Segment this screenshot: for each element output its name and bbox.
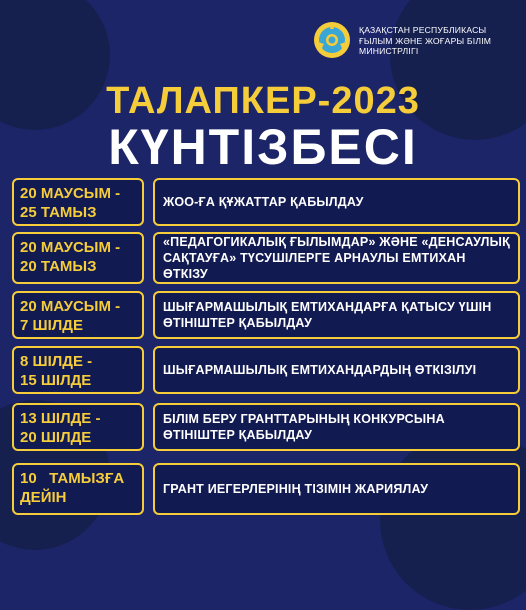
ministry-line-1: ҚАЗАҚСТАН РЕСПУБЛИКАСЫ xyxy=(359,25,487,35)
schedule-description-box xyxy=(153,291,520,339)
page-title-line-1: ТАЛАПКЕР-2023 xyxy=(106,80,420,122)
schedule-date-box xyxy=(12,403,144,451)
schedule-description: ШЫҒАРМАШЫЛЫҚ ЕМТИХАНДАРҒА ҚАТЫСУ ҮШІН ӨТІНІШТЕР ҚАБЫЛДАУ xyxy=(163,300,492,330)
schedule-row xyxy=(12,346,520,394)
schedule-description: ГРАНТ ИЕГЕРЛЕРІНІҢ ТІЗІМІН ЖАРИЯЛАУ xyxy=(163,482,429,496)
page-title-line-2: КҮНТІЗБЕСІ xyxy=(108,119,418,175)
background-circle xyxy=(380,430,526,610)
ministry-line-3: МИНИСТРЛІГІ xyxy=(359,46,419,56)
schedule-row xyxy=(12,178,520,226)
schedule-date-box xyxy=(12,463,144,515)
schedule-description-box xyxy=(153,403,520,451)
schedule-description-box xyxy=(153,346,520,394)
schedule-description-box xyxy=(153,463,520,515)
schedule-date-box xyxy=(12,291,144,339)
schedule-description: ЖОО-ҒА ҚҰЖАТТАР ҚАБЫЛДАУ xyxy=(163,195,364,209)
schedule-date: 20 МАУСЫМ - 7 ШІЛДЕ xyxy=(20,298,121,334)
schedule-date: 20 МАУСЫМ - 25 ТАМЫЗ xyxy=(20,185,121,221)
schedule-date: 20 МАУСЫМ - 20 ТАМЫЗ xyxy=(20,239,121,275)
schedule-date: 8 ШІЛДЕ - 15 ШІЛДЕ xyxy=(20,353,93,389)
schedule-row xyxy=(12,403,520,451)
schedule-row xyxy=(12,291,520,339)
ministry-name xyxy=(359,25,519,57)
schedule-date-box xyxy=(12,232,144,284)
schedule-description: «ПЕДАГОГИКАЛЫҚ ҒЫЛЫМДАР» ЖӘНЕ «ДЕНСАУЛЫҚ САҚТАУҒА» ТҮСУШІЛЕРГЕ АРНАУЛЫ ЕМТИХАН ӨТКІЗУ xyxy=(163,235,510,281)
schedule-row xyxy=(12,232,520,284)
ministry-line-2: ҒЫЛЫМ ЖӘНЕ ЖОҒАРЫ БІЛІМ xyxy=(359,35,492,46)
schedule-description: ШЫҒАРМАШЫЛЫҚ ЕМТИХАНДАРДЫҢ ӨТКІЗІЛУІ xyxy=(163,363,477,377)
schedule-description-box xyxy=(153,178,520,226)
kazakhstan-emblem-icon xyxy=(312,20,352,60)
schedule-date-box xyxy=(12,346,144,394)
schedule-row xyxy=(12,463,520,515)
schedule-date-box xyxy=(12,178,144,226)
schedule-date: 10 ТАМЫЗҒА ДЕЙІН xyxy=(20,470,125,506)
schedule-date: 13 ШІЛДЕ - 20 ШІЛДЕ xyxy=(20,410,101,446)
schedule-description: БІЛІМ БЕРУ ГРАНТТАРЫНЫҢ КОНКУРСЫНА ӨТІНІШТЕР ҚАБЫЛДАУ xyxy=(163,412,445,442)
schedule-description-box xyxy=(153,232,520,284)
